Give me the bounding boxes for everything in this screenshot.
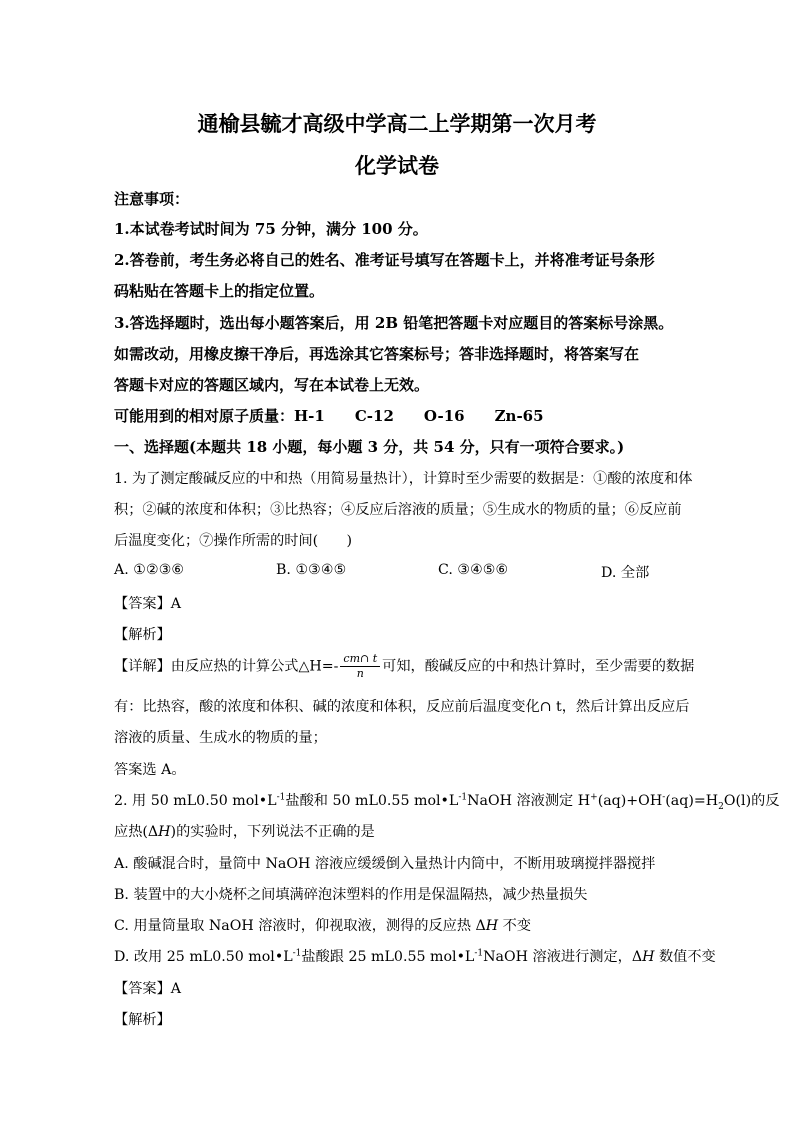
superscript: -1 [292,948,302,959]
q1-detail-line1 [114,652,694,681]
q1-answer: 【答案】A [114,596,181,612]
q1-detail-line2: 有：比热容，酸的浓度和体积、碱的浓度和体积，反应前后温度变化∩ t，然后计算出反应后 [114,699,690,715]
q2-option-part: D. 改用 25 mL0.50 mol•L [114,949,293,965]
note-2-line2: 码粘贴在答题卡上的指定位置。 [114,282,325,300]
superscript: -1 [276,792,286,803]
q2-stem-part: 2. 用 50 mL0.50 mol•L [114,793,277,809]
q1-detail-suffix: 可知，酸碱反应的中和热计算时，至少需要的数据 [382,658,695,675]
exam-subtitle: 化学试卷 [355,153,439,178]
superscript: - [662,792,666,803]
q2-stem-line1 [114,790,779,812]
q2-option-b: B. 装置中的大小烧杯之间填满碎泡沫塑料的作用是保温隔热，减少热量损失 [114,887,588,903]
q2-option-d [114,946,716,966]
q2-answer: 【答案】A [114,981,181,997]
italic-symbol: H [158,824,171,840]
q1-stem-line1: 1. 为了测定酸碱反应的中和热（用简易量热计），计算时至少需要的数据是：①酸的浓度和体 [114,471,693,487]
q2-stem-part: O(l)的反 [723,793,780,809]
q2-analysis-label: 【解析】 [114,1012,171,1028]
q2-stem-part: 盐酸和 50 mL0.55 mol•L [285,793,459,809]
q2-option-part: 数值不变 [654,949,716,965]
q2-stem-part: (aq)+OH [597,793,663,809]
q1-stem-line3: 后温度变化；⑦操作所需的时间( ) [114,533,353,549]
heat-formula-fraction [340,652,380,681]
q1-stem-line2: 积；②碱的浓度和体积；③比热容；④反应后溶液的质量；⑤生成水的物质的量；⑥反应前 [114,502,682,518]
note-1: 1.本试卷考试时间为 75 分钟，满分 100 分。 [114,220,428,238]
q1-detail-line3: 溶液的质量、生成水的物质的量； [114,730,327,746]
q2-option-part: NaOH 溶液进行测定，Δ [483,949,643,965]
q1-option-d: D. 全部 [601,565,650,581]
atomic-masses: 可能用到的相对原子质量：H-1 C-12 O-16 Zn-65 [114,407,544,425]
section-heading: 一、选择题(本题共 18 小题，每小题 3 分，共 54 分，只有一项符合要求。) [114,438,625,456]
q1-option-c: C. ③④⑤⑥ [438,562,509,578]
q2-stem-line2 [114,821,375,841]
q2-option-a: A. 酸碱混合时，量筒中 NaOH 溶液应缓缓倒入量热计内筒中，不断用玻璃搅拌器搅拌 [114,856,656,872]
italic-symbol: H [642,949,655,965]
q1-detail-prefix: 【详解】由反应热的计算公式△H=- [114,658,339,675]
note-3-line1: 3.答选择题时，选出每小题答案后，用 2B 铅笔把答题卡对应题目的答案标号涂黑。 [114,314,674,332]
q1-analysis-label: 【解析】 [114,627,171,643]
q1-conclusion: 答案选 A。 [114,762,186,778]
note-2-line1: 2.答卷前，考生务必将自己的姓名、准考证号填写在答题卡上，并将准考证号条形 [114,251,655,269]
q1-option-a: A. ①②③⑥ [114,562,185,578]
q2-option-part: 盐酸跟 25 mL0.55 mol•L [301,949,475,965]
note-3-line2: 如需改动，用橡皮擦干净后，再选涂其它答案标号；答非选择题时，将答案写在 [114,345,640,363]
q2-stem-part: NaOH 溶液测定 H [467,793,591,809]
note-3-line3: 答题卡对应的答题区域内，写在本试卷上无效。 [114,376,430,394]
subscript: 2 [718,801,724,812]
exam-title: 通榆县毓才高级中学高二上学期第一次月考 [197,111,597,136]
italic-symbol: H [485,918,499,934]
notes-heading: 注意事项： [114,190,190,208]
q1-option-b: B. ①③④⑤ [276,562,347,578]
superscript: -1 [474,948,484,959]
fraction-denominator: n [356,667,364,680]
q2-stem-part: )的实验时，下列说法不正确的是 [170,824,375,840]
q2-option-part: C. 用量筒量取 NaOH 溶液时，仰视取液，测得的反应热 Δ [114,918,486,934]
q2-stem-part: 应热(Δ [114,824,159,840]
q2-option-c [114,915,531,935]
superscript: + [590,792,598,803]
superscript: -1 [458,792,468,803]
fraction-numerator: cm∩ t [340,652,380,667]
q2-stem-part: (aq)=H [665,793,719,809]
q2-option-part: 不变 [498,918,532,934]
